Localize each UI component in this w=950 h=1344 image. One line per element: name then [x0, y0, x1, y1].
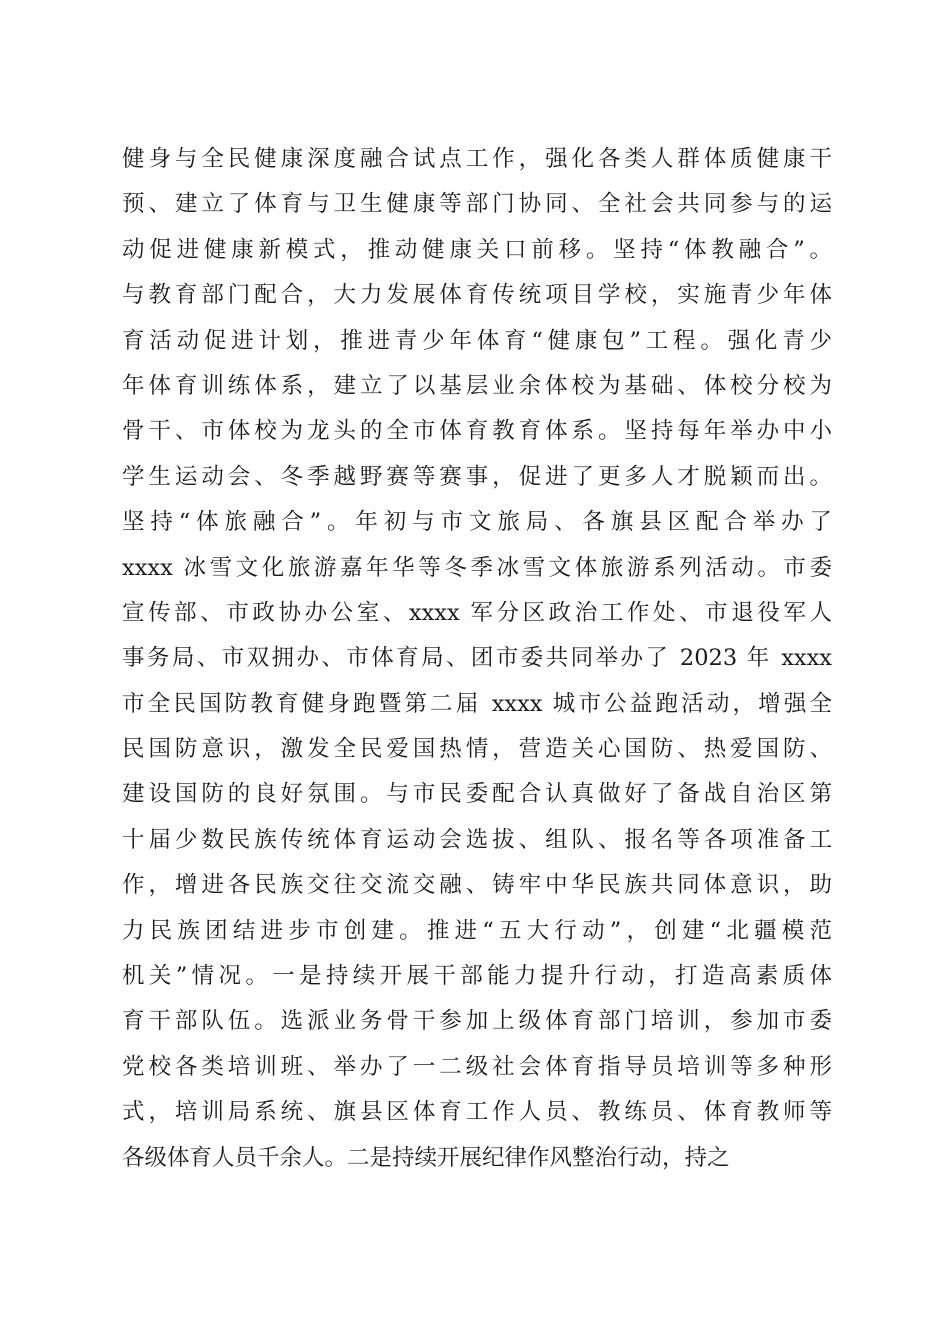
text-line: 式，培训局系统、旗县区体育工作人员、教练员、体育教师等	[122, 1099, 832, 1126]
text-line: 动促进健康新模式，推动健康关口前移。坚持“体教融合”。	[122, 236, 832, 263]
text-line: xxxx 冰雪文化旅游嘉年华等冬季冰雪文体旅游系列活动。市委	[122, 554, 832, 581]
text-line: 年体育训练体系，建立了以基层业余体校为基础、体校分校为	[122, 372, 832, 399]
text-line: 市全民国防教育健身跑暨第二届 xxxx 城市公益跑活动，增强全	[122, 690, 832, 717]
text-line: 党校各类培训班、举办了一二级社会体育指导员培训等多种形	[122, 1053, 832, 1080]
text-line: 宣传部、市政协办公室、xxxx 军分区政治工作处、市退役军人	[122, 599, 832, 626]
text-line: 各级体育人员千余人。二是持续开展纪律作风整治行动，持之	[122, 1144, 730, 1171]
text-line: 力民族团结进步市创建。推进“五大行动”，创建“北疆模范	[122, 917, 832, 944]
text-line: 民国防意识，激发全民爱国热情，营造关心国防、热爱国防、	[122, 736, 832, 763]
text-line: 学生运动会、冬季越野赛等赛事，促进了更多人才脱颖而出。	[122, 463, 832, 490]
text-line: 机关”情况。一是持续开展干部能力提升行动，打造高素质体	[122, 963, 832, 990]
text-line: 育干部队伍。选派业务骨干参加上级体育部门培训，参加市委	[122, 1008, 832, 1035]
text-line: 育活动促进计划，推进青少年体育“健康包”工程。强化青少	[122, 327, 832, 354]
text-line: 事务局、市双拥办、市体育局、团市委共同举办了 2023 年 xxxx	[122, 645, 832, 672]
text-line: 建设国防的良好氛围。与市民委配合认真做好了备战自治区第	[122, 781, 832, 808]
text-line: 健身与全民健康深度融合试点工作，强化各类人群体质健康干	[122, 146, 832, 172]
text-line: 十届少数民族传统体育运动会选拔、组队、报名等各项准备工	[122, 826, 832, 853]
text-line: 骨干、市体校为龙头的全市体育教育体系。坚持每年举办中小	[122, 418, 832, 445]
text-line: 作，增进各民族交往交流交融、铸牢中华民族共同体意识，助	[122, 872, 832, 899]
text-line: 坚持“体旅融合”。年初与市文旅局、各旗县区配合举办了	[122, 509, 832, 536]
text-line: 预、建立了体育与卫生健康等部门协同、全社会共同参与的运	[122, 191, 832, 218]
text-line: 与教育部门配合，大力发展体育传统项目学校，实施青少年体	[122, 282, 832, 309]
body-text	[122, 137, 832, 1181]
